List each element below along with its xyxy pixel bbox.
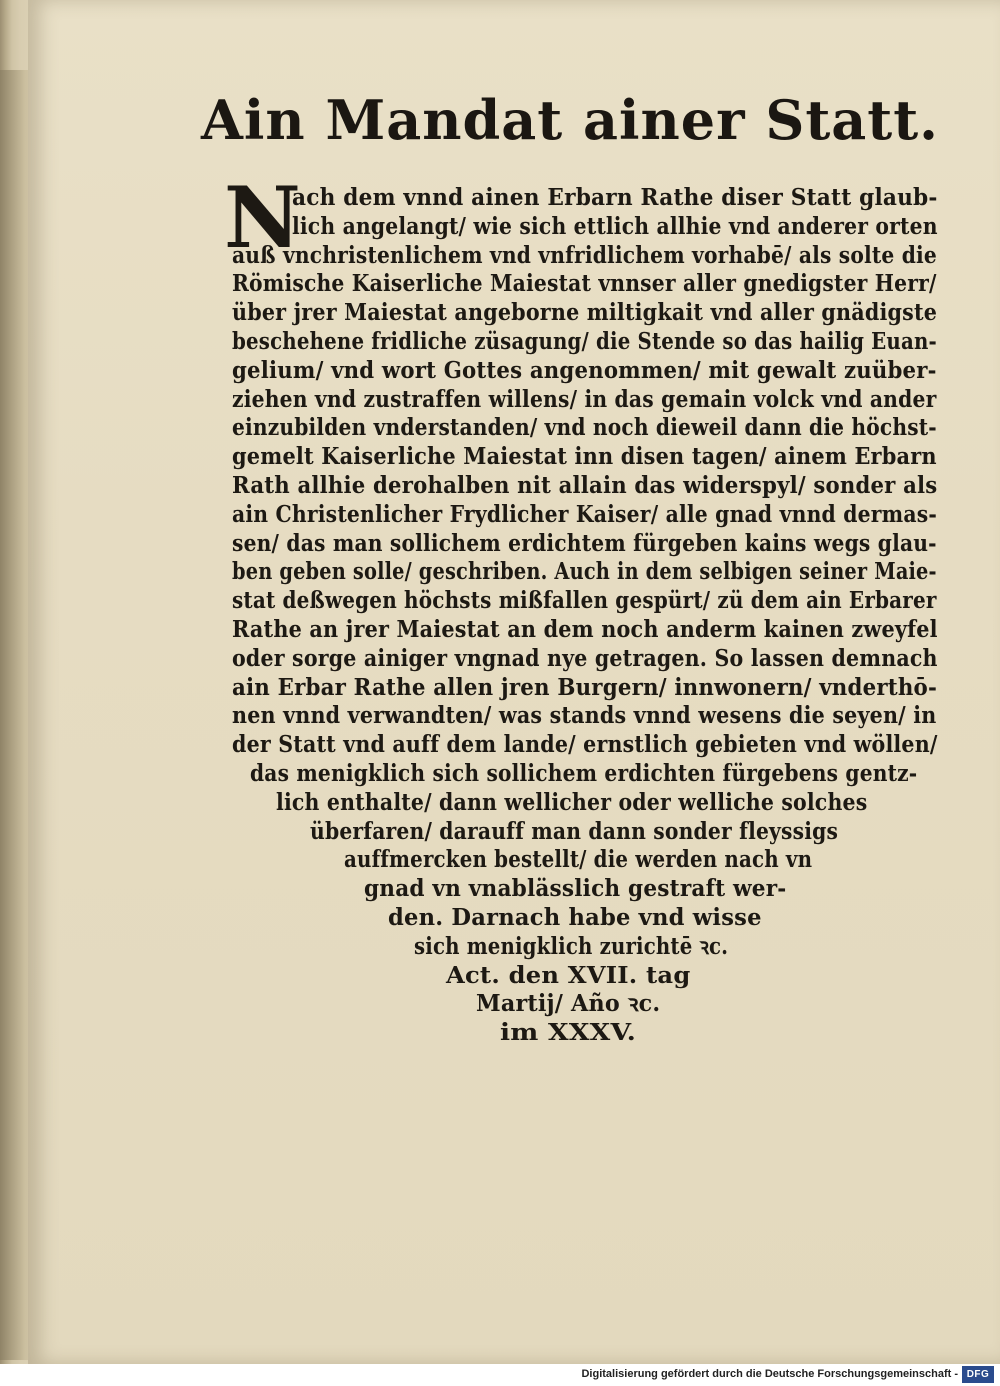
text-line: Rath allhie derohalben nit allain das widerspyl/ sonder als xyxy=(232,472,938,499)
text-line: im XXXV. xyxy=(500,1019,637,1047)
text-line: Rathe an jrer Maiestat an dem noch anderm kainen zweyfel xyxy=(232,616,938,643)
text-line: nen vnnd verwandten/ was stands vnnd wesens die seyen/ in xyxy=(232,702,937,730)
text-line: den. Darnach habe vnd wisse xyxy=(388,904,762,931)
text-line: lich angelangt/ wie sich ettlich allhie vnd anderer orten xyxy=(292,212,938,240)
text-line: Martij/ Año ꝛc. xyxy=(476,990,661,1018)
text-line: ziehen vnd zustraffen willens/ in das gemain volck vnd ander xyxy=(232,385,937,413)
text-line: Act. den XVII. tag xyxy=(446,961,691,989)
funding-note: Digitalisierung gefördert durch die Deutsche Forschungsgemeinschaft - xyxy=(581,1368,958,1380)
text-line: ain Erbar Rathe allen jren Burgern/ innwonern/ vnderthō- xyxy=(232,673,938,701)
text-line: über jrer Maiestat angeborne miltigkait vnd aller gnädigste xyxy=(232,299,938,327)
page-title: Ain Mandat ainer Statt. xyxy=(201,88,939,152)
text-line: oder sorge ainiger vngnad nye getragen. So lassen demnach xyxy=(232,644,938,672)
text-line: der Statt vnd auff dem lande/ ernstlich gebieten vnd wöllen/ xyxy=(232,731,938,759)
text-line: gelium/ vnd wort Gottes angenommen/ mit gewalt zuüber- xyxy=(232,356,937,384)
text-line: gemelt Kaiserliche Maiestat inn disen tagen/ ainem Erbarn xyxy=(232,443,937,471)
text-line: auffmercken bestellt/ die werden nach vn xyxy=(344,846,813,874)
text-line: ach dem vnnd ainen Erbarn Rathe diser Statt glaub- xyxy=(292,184,938,211)
text-line: stat deßwegen höchsts mißfallen gespürt/ zü dem ain Erbarer xyxy=(232,587,937,615)
text-line: ain Christenlicher Frydlicher Kaiser/ alle gnad vnnd dermas- xyxy=(232,500,937,528)
text-line: auß vnchristenlichem vnd vnfridlichem vorhabē/ als solte die xyxy=(232,241,937,269)
text-line: beschehene fridliche züsagung/ die Stende so das hailig Euan- xyxy=(232,328,937,355)
text-line: ben geben solle/ geschriben. Auch in dem selbigen seiner Maie- xyxy=(232,558,937,586)
text-line: einzubilden vnderstanden/ vnd noch dieweil dann die höchst- xyxy=(232,414,937,442)
text-line: Römische Kaiserliche Maiestat vnnser aller gnedigster Herr/ xyxy=(232,270,937,298)
text-line: überfaren/ darauff man dann sonder fleyssigs xyxy=(310,817,839,845)
drop-cap-initial: N xyxy=(224,168,301,267)
text-line: lich enthalte/ dann wellicher oder welliche solches xyxy=(276,788,868,816)
text-line: sen/ das man sollichem erdichtem fürgeben kains wegs glau- xyxy=(232,529,937,557)
text-line: das menigklich sich sollichem erdichten fürgebens gentz- xyxy=(250,760,918,787)
text-line: sich menigklich zurichtē ꝛc. xyxy=(414,932,729,960)
dfg-logo-icon: DFG xyxy=(962,1366,994,1383)
text-line: gnad vn vnablässlich gestraft wer- xyxy=(364,875,787,903)
